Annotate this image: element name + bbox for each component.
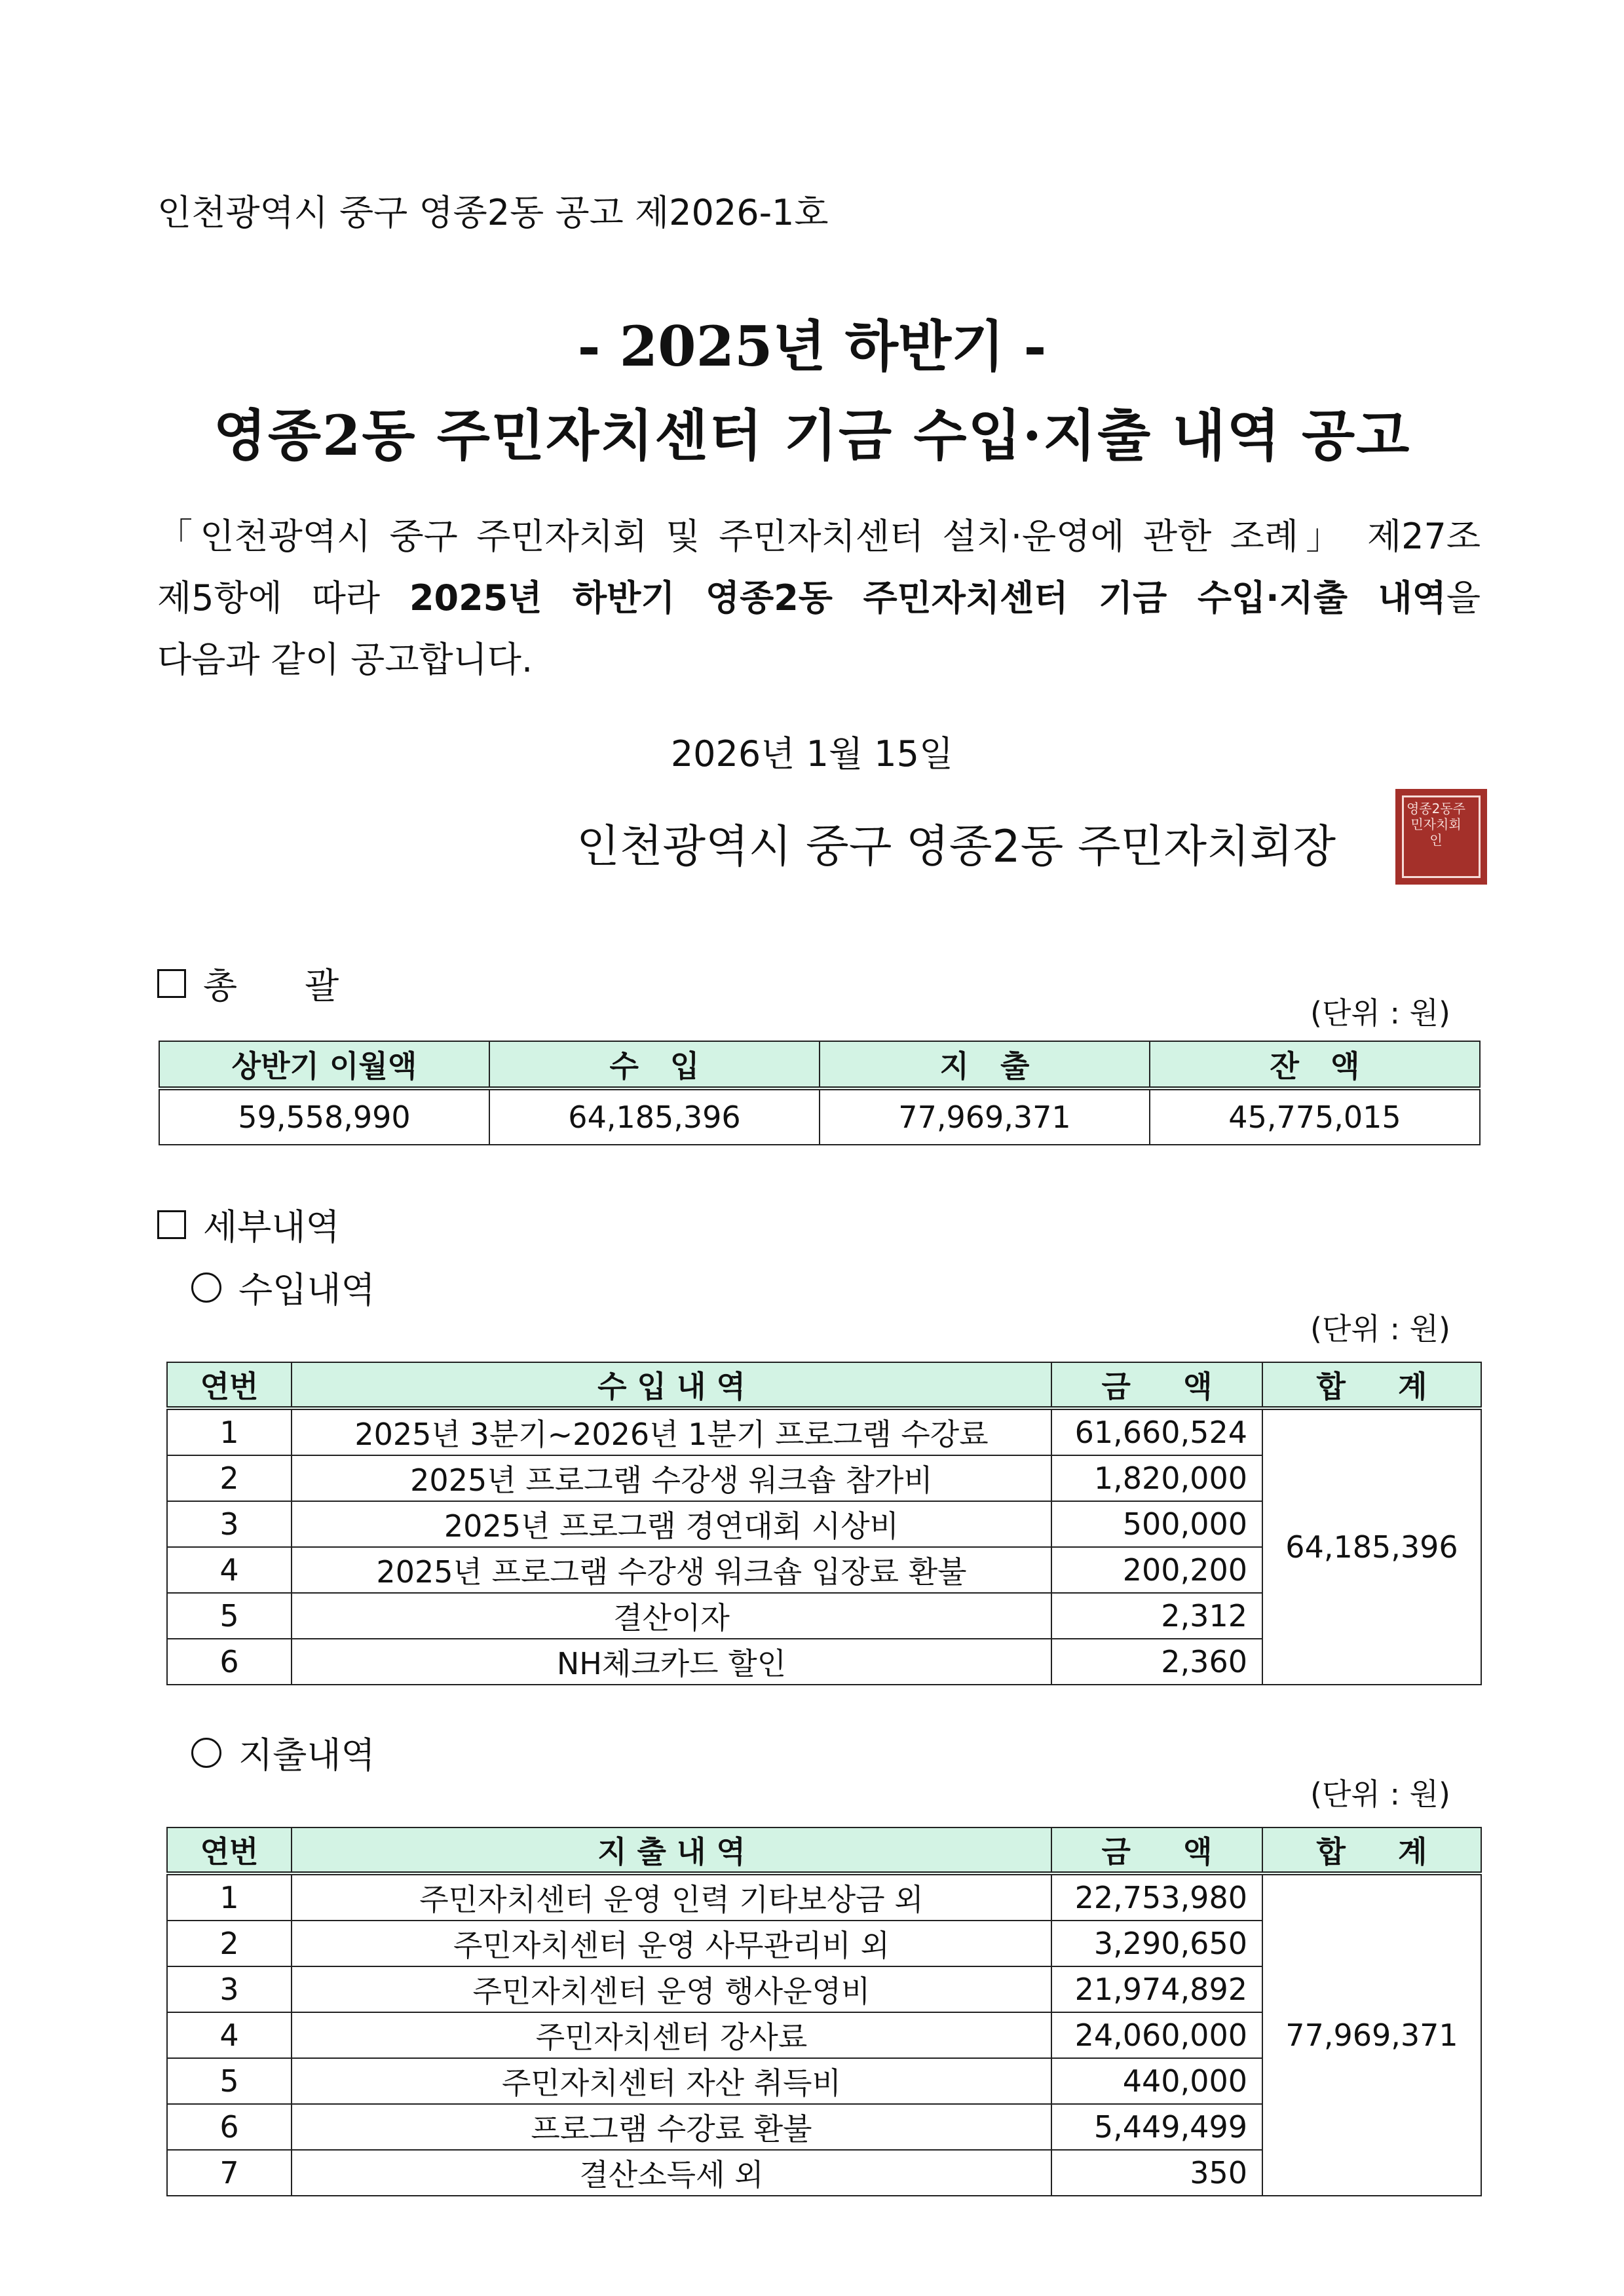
body-line-3: 다음과 같이 공고합니다.: [157, 639, 533, 680]
row-desc: 2025년 프로그램 경연대회 시상비: [292, 1501, 1051, 1547]
summary-value-row: [159, 1088, 1480, 1145]
summary-income: 64,185,396: [489, 1088, 820, 1145]
circle-bullet-icon: [191, 1738, 221, 1768]
income-unit: (단위 : 원): [1310, 1311, 1450, 1347]
body-line-1: 「인천광역시 중구 주민자치회 및 주민자치센터 설치·운영에 관한 조례」 제27조: [157, 516, 1481, 557]
row-amount: 21,974,892: [1051, 1966, 1262, 2012]
body-line-2-bold: 2025년 하반기 영종2동 주민자치센터 기금 수입·지출 내역: [409, 577, 1446, 619]
summary-heading-text: 총 괄: [203, 965, 339, 1006]
row-amount: 61,660,524: [1051, 1408, 1262, 1455]
row-no: 4: [167, 2012, 292, 2058]
summary-expense: 77,969,371: [820, 1088, 1150, 1145]
row-no: 7: [167, 2150, 292, 2196]
expense-header-row: [167, 1827, 1481, 1873]
official-seal-icon: [1395, 789, 1487, 885]
row-no: 3: [167, 1966, 292, 2012]
signer: 인천광역시 중구 영종2동 주민자치회장: [576, 821, 1336, 873]
expense-header-desc: 지 출 내 역: [292, 1827, 1051, 1873]
expense-heading: [191, 1727, 375, 1778]
income-heading: [191, 1262, 375, 1312]
income-total: 64,185,396: [1262, 1408, 1481, 1685]
square-bullet-icon: [157, 969, 186, 998]
circle-bullet-icon: [191, 1272, 221, 1303]
income-header-amount: 금 액: [1051, 1362, 1262, 1408]
row-desc: 결산소득세 외: [292, 2150, 1051, 2196]
row-amount: 500,000: [1051, 1501, 1262, 1547]
income-heading-text: 수입내역: [238, 1269, 375, 1311]
seal-text: 영종2동주민자치회인: [1406, 801, 1465, 848]
row-amount: 22,753,980: [1051, 1873, 1262, 1921]
income-header-total: 합 계: [1262, 1362, 1481, 1408]
summary-header-expense: 지 출: [820, 1041, 1150, 1088]
row-no: 6: [167, 2104, 292, 2150]
table-row: [167, 1408, 1481, 1455]
row-amount: 5,449,499: [1051, 2104, 1262, 2150]
expense-total: 77,969,371: [1262, 1873, 1481, 2196]
row-amount: 440,000: [1051, 2058, 1262, 2104]
expense-table: [166, 1827, 1482, 2196]
square-bullet-icon: [157, 1210, 186, 1239]
row-no: 3: [167, 1501, 292, 1547]
row-amount: 3,290,650: [1051, 1921, 1262, 1966]
title-main: 영종2동 주민자치센터 기금 수입·지출 내역 공고: [213, 403, 1411, 468]
row-amount: 200,200: [1051, 1547, 1262, 1593]
row-amount: 24,060,000: [1051, 2012, 1262, 2058]
body-line-2-suffix: 을: [1446, 577, 1481, 619]
row-desc: 프로그램 수강료 환불: [292, 2104, 1051, 2150]
row-desc: 주민자치센터 운영 사무관리비 외: [292, 1921, 1051, 1966]
income-header-no: 연번: [167, 1362, 292, 1408]
expense-header-total: 합 계: [1262, 1827, 1481, 1873]
summary-table: [159, 1041, 1481, 1145]
expense-unit: (단위 : 원): [1310, 1776, 1450, 1812]
row-desc: 주민자치센터 운영 행사운영비: [292, 1966, 1051, 2012]
details-heading: [157, 1199, 340, 1250]
row-desc: NH체크카드 할인: [292, 1639, 1051, 1685]
row-no: 2: [167, 1455, 292, 1501]
row-no: 1: [167, 1873, 292, 1921]
notice-date: 2026년 1월 15일: [670, 733, 954, 775]
notice-number: 인천광역시 중구 영종2동 공고 제2026-1호: [157, 192, 829, 233]
row-desc: 2025년 프로그램 수강생 워크숍 참가비: [292, 1455, 1051, 1501]
row-amount: 1,820,000: [1051, 1455, 1262, 1501]
expense-header-no: 연번: [167, 1827, 292, 1873]
row-no: 6: [167, 1639, 292, 1685]
summary-header-carryover: 상반기 이월액: [159, 1041, 489, 1088]
row-amount: 350: [1051, 2150, 1262, 2196]
summary-carryover: 59,558,990: [159, 1088, 489, 1145]
row-desc: 2025년 3분기~2026년 1분기 프로그램 수강료: [292, 1408, 1051, 1455]
body-line-2: [157, 567, 1481, 629]
income-header-row: [167, 1362, 1481, 1408]
row-no: 2: [167, 1921, 292, 1966]
row-desc: 2025년 프로그램 수강생 워크숍 입장료 환불: [292, 1547, 1051, 1593]
row-no: 5: [167, 1593, 292, 1639]
row-no: 1: [167, 1408, 292, 1455]
row-no: 4: [167, 1547, 292, 1593]
summary-balance: 45,775,015: [1150, 1088, 1480, 1145]
income-table: [166, 1362, 1482, 1685]
row-amount: 2,312: [1051, 1593, 1262, 1639]
notice-body: [157, 506, 1481, 691]
body-line-2-prefix: 제5항에 따라: [157, 577, 409, 619]
expense-header-amount: 금 액: [1051, 1827, 1262, 1873]
row-amount: 2,360: [1051, 1639, 1262, 1685]
table-row: [167, 1873, 1481, 1921]
expense-heading-text: 지출내역: [238, 1734, 375, 1776]
summary-unit: (단위 : 원): [1310, 995, 1450, 1031]
row-desc: 주민자치센터 강사료: [292, 2012, 1051, 2058]
summary-header-income: 수 입: [489, 1041, 820, 1088]
summary-header-row: [159, 1041, 1480, 1088]
title-period: - 2025년 하반기 -: [577, 314, 1047, 379]
row-desc: 주민자치센터 운영 인력 기타보상금 외: [292, 1873, 1051, 1921]
row-desc: 결산이자: [292, 1593, 1051, 1639]
details-heading-text: 세부내역: [203, 1206, 340, 1248]
row-desc: 주민자치센터 자산 취득비: [292, 2058, 1051, 2104]
summary-header-balance: 잔 액: [1150, 1041, 1480, 1088]
row-no: 5: [167, 2058, 292, 2104]
income-header-desc: 수 입 내 역: [292, 1362, 1051, 1408]
summary-heading: [157, 958, 339, 1008]
